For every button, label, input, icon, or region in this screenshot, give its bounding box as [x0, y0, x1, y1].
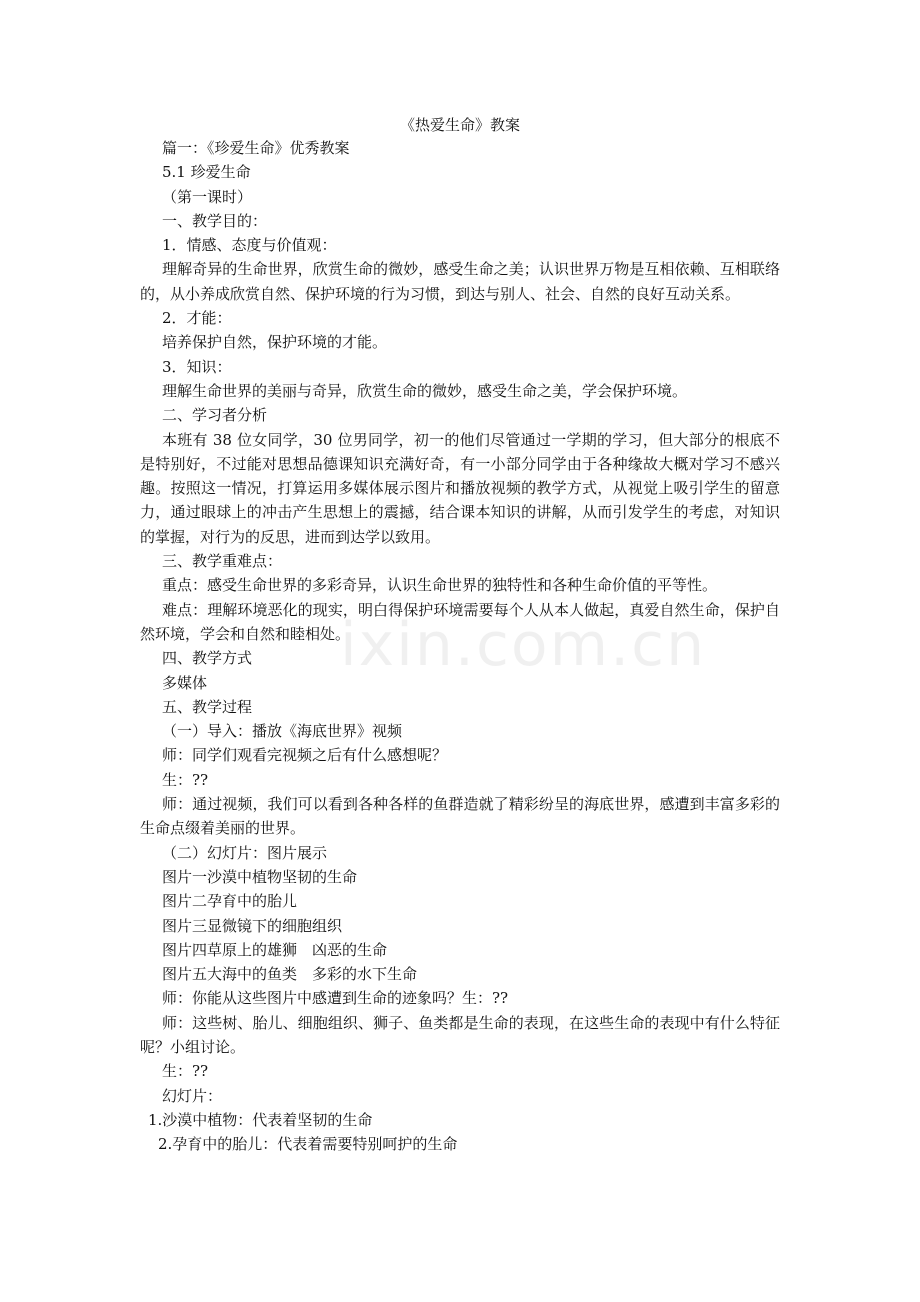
- paragraph: 难点：理解环境恶化的现实，明白得保护环境需要每个人从本人做起，真爱自然生命，保护自然环境，学会和自然和睦相处。: [140, 600, 780, 643]
- dialogue-line: 师：这些树、胎儿、细胞组织、狮子、鱼类都是生命的表现，在这些生命的表现中有什么特征呢？小组讨论。: [140, 1013, 780, 1056]
- paragraph: 多媒体: [162, 673, 208, 692]
- dialogue-line: 师：你能从这些图片中感遭到生命的迹象吗？生：??: [162, 989, 509, 1008]
- dialogue-line: 生：??: [162, 770, 209, 789]
- sub-heading: 2．才能：: [162, 309, 232, 328]
- heading-objectives: 一、教学目的：: [162, 211, 268, 230]
- dialogue-line: 师：通过视频，我们可以看到各种各样的鱼群造就了精彩纷呈的海底世界，感遭到丰富多彩的生命点缀着美丽的世界。: [140, 795, 780, 838]
- paragraph: 理解奇异的生命世界，欣赏生命的微妙，感受生命之美；认识世界万物是互相依赖、互相联络的，从小养成欣赏自然、保护环境的行为习惯，到达与别人、社会、自然的良好互动关系。: [140, 260, 780, 303]
- paragraph: （一）导入：播放《海底世界》视频: [162, 722, 403, 741]
- document-title: 《热爱生命》教案: [399, 116, 520, 134]
- list-item: 1.沙漠中植物：代表着坚韧的生命: [148, 1110, 373, 1129]
- list-item: 图片二孕育中的胎儿: [162, 892, 298, 911]
- heading-teaching-process: 五、教学过程: [162, 697, 253, 716]
- lesson-title: 5.1 珍爱生命: [162, 163, 251, 182]
- heading-key-points: 三、教学重难点：: [162, 552, 283, 571]
- section-heading: 篇一：《珍爱生命》优秀教案: [162, 139, 350, 157]
- paragraph: （二）幻灯片：图片展示: [162, 843, 328, 862]
- list-item: 图片三显微镜下的细胞组织: [162, 916, 343, 935]
- list-item: 图片五大海中的鱼类 多彩的水下生命: [162, 965, 418, 984]
- paragraph: 本班有 38 位女同学，30 位男同学，初一的他们尽管通过一学期的学习，但大部分的根底不是特别好，不过能对思想品德课知识充满好奇，有一小部分同学由于各种缘故大概对学习不感兴趣。按照这一情况，打算运用多媒体展示图片和播放视频的教学方式，从视觉上吸引学生的留意力，通过眼球上的冲击产生思想上的震撼，结合课本知识的讲解，从而引发学生的考虑，对知识的掌握，对行为的反思，进而到达学以致用。: [140, 430, 780, 546]
- list-item: 图片一沙漠中植物坚韧的生命: [162, 867, 358, 886]
- list-item: 图片四草原上的雄狮 凶恶的生命: [162, 940, 388, 959]
- lesson-period: （第一课时）: [162, 187, 253, 206]
- heading-learner-analysis: 二、学习者分析: [162, 406, 268, 425]
- document-body: [140, 136, 780, 1156]
- paragraph: 幻灯片：: [162, 1086, 223, 1105]
- watermark: ixin.com.cn: [340, 610, 707, 680]
- sub-heading: 3．知识：: [162, 357, 232, 376]
- paragraph: 培养保护自然，保护环境的才能。: [162, 333, 388, 352]
- heading-teaching-method: 四、教学方式: [162, 649, 253, 668]
- paragraph: 重点：感受生命世界的多彩奇异，认识生命世界的独特性和各种生命价值的平等性。: [162, 576, 718, 595]
- sub-heading: 1．情感、态度与价值观：: [162, 236, 337, 255]
- dialogue-line: 生：??: [162, 1062, 209, 1081]
- paragraph: 理解生命世界的美丽与奇异，欣赏生命的微妙，感受生命之美，学会保护环境。: [162, 381, 688, 400]
- dialogue-line: 师：同学们观看完视频之后有什么感想呢？: [162, 746, 448, 765]
- list-item: 2.孕育中的胎儿：代表着需要特别呵护的生命: [158, 1135, 458, 1154]
